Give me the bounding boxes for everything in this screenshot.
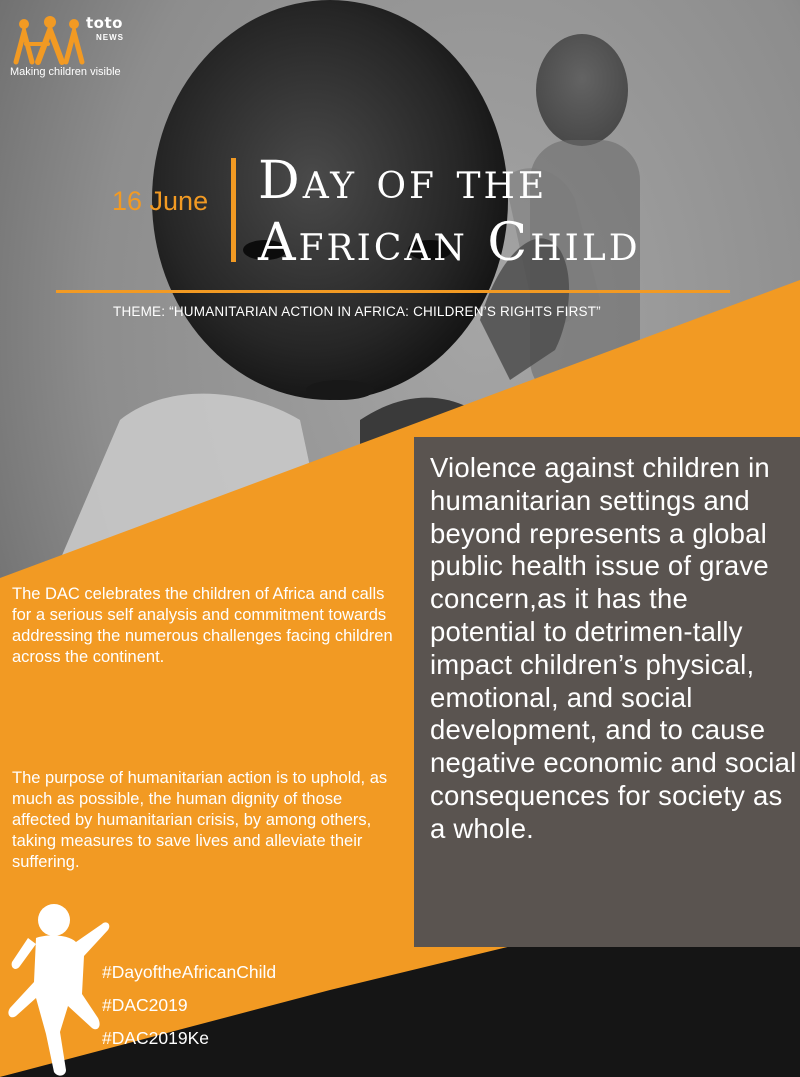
vertical-divider <box>231 158 236 262</box>
body-paragraph-2: The purpose of humanitarian action is to uphold, as much as possible, the human dignity of those affected by humanitarian crisis, by among others, taking measures to save lives and alleviate their suffering. <box>12 769 388 871</box>
theme-text: THEME: “HUMANITARIAN ACTION IN AFRICA: CHILDREN’S RIGHTS FIRST” <box>113 304 601 319</box>
logo-wordmark: toto <box>86 14 123 32</box>
tagline: Making children visible <box>10 66 121 78</box>
hashtag-item[interactable]: #DayoftheAfricanChild <box>102 962 277 982</box>
highlight-text: Violence against children in humanitarian settings and beyond represents a global public health issue of grave concern,as it has the potential to detrimen-tally impact children’s physical, emotional, and social development, and to cause negative economic and social consequences for society as a whole. <box>430 452 797 844</box>
hashtag-item[interactable]: #DAC2019 <box>102 995 188 1015</box>
event-date: 16 June <box>112 186 209 216</box>
title-line-1: Day of the <box>258 151 548 211</box>
horizontal-divider <box>56 290 730 293</box>
title-line-2: African Child <box>258 213 641 273</box>
running-child-silhouette-icon <box>6 898 116 1077</box>
hashtag-list <box>102 956 276 1055</box>
page-title <box>258 150 641 274</box>
logo-subtitle: NEWS <box>96 33 124 42</box>
body-paragraph-1: The DAC celebrates the children of Africa and calls for a serious self analysis and commitment towards addressing the numerous challenges facing children across the continent. <box>12 585 393 666</box>
hashtag-item[interactable]: #DAC2019Ke <box>102 1028 210 1048</box>
